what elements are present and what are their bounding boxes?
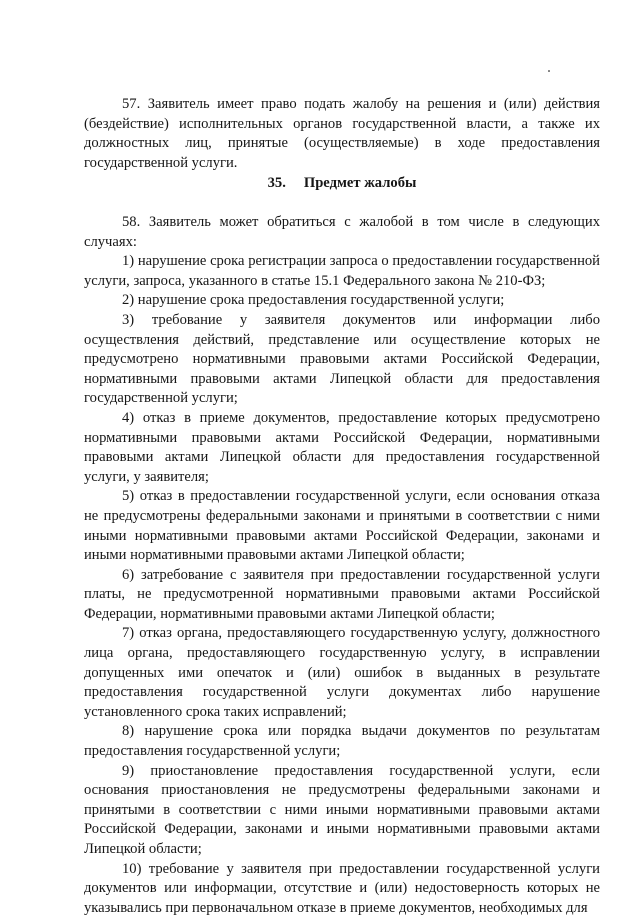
list-item-8: 8) нарушение срока или порядка выдачи документов по результатам предоставления государственной услуги; xyxy=(84,723,600,760)
section-title: Предмет жалобы xyxy=(303,175,417,191)
section-heading xyxy=(84,174,600,194)
paragraph-58: 58. Заявитель может обратиться с жалобой в том числе в следующих случаях: xyxy=(84,214,600,250)
list-item-9: 9) приостановление предоставления государственной услуги, если основания приостановления не предусмотрены федеральными законами и принятыми в соответствии с ними иными нормативными правовыми актами Российской Федерации, законами и иными нормативными правовыми актами Липецкой области; xyxy=(84,762,600,857)
list-item-1: 1) нарушение срока регистрации запроса о предоставлении государственной услуги, запроса, указанного в статье 15.1 Федерального закона № 210-ФЗ; xyxy=(84,253,600,289)
section-number: 35. xyxy=(267,175,286,191)
list-item-6: 6) затребование с заявителя при предоставлении государственной услуги платы, не предусмотренной нормативными правовыми актами Российской Федерации, нормативными правовыми актами Липецкой области; xyxy=(84,566,600,622)
list-item-10: 10) требование у заявителя при предоставлении государственной услуги документов или информации, отсутствие и (или) недостоверность которых не указывались при первоначальном отказе в приеме документов, необходимых для xyxy=(84,860,600,916)
scan-speck xyxy=(548,70,550,72)
list-item-3: 3) требование у заявителя документов или информации либо осуществления действий, представление или осуществление которых не предусмотрено нормативными правовыми актами Российской Федерации, нормативными правовыми актами Липецкой области для предоставления государственной услуги; xyxy=(84,311,600,407)
list-item-5: 5) отказ в предоставлении государственной услуги, если основания отказа не предусмотрены федеральными законами и принятыми в соответствии с ними иными нормативными правовыми актами Российской Федерации, законами и иными нормативными правовыми актами Липецкой области; xyxy=(84,488,600,564)
paragraph-group-58 xyxy=(84,213,600,918)
paragraph-57: 57. Заявитель имеет право подать жалобу на решения и (или) действия (бездействие) исполнительных органов государственной власти, а также их должностных лиц, принятые (осуществляемые) в ходе предоставления государственной услуги. xyxy=(84,96,600,171)
list-item-2: 2) нарушение срока предоставления государственной услуги; xyxy=(122,292,505,309)
list-item-4: 4) отказ в приеме документов, предоставление которых предусмотрено нормативными правовыми актами Российской Федерации, нормативными правовыми актами Липецкой области для предоставления государственной услуги, у заявителя; xyxy=(84,409,600,485)
paragraph-group-57 xyxy=(84,95,600,173)
list-item-7: 7) отказ органа, предоставляющего государственную услугу, должностного лица органа, предоставляющего государственную услугу, в исправлении допущенных ими опечаток и (или) ошибок в выданных в результате предоставления государственной услуги документах либо нарушение установленного срока таких исправлений; xyxy=(84,625,600,720)
